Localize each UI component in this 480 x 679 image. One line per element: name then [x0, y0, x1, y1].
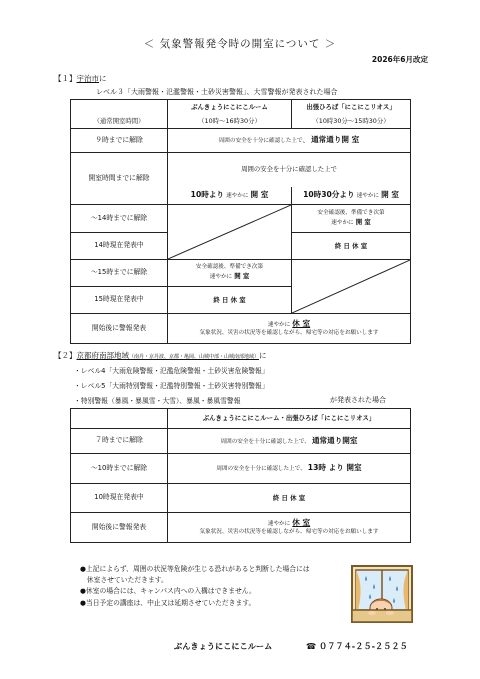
row-value: 速やかに 休 室 気象状況、災害の状況等を確認しながら、帰宅等の対応をお願いします	[168, 314, 411, 344]
section2-area-suffix: に	[259, 351, 267, 360]
row-value: 周囲の安全を十分に確認した上で、 通常通り開 室	[168, 129, 411, 153]
note-item: ●休室の場合には、キャンパス内への入構はできません。	[80, 587, 256, 596]
table1-corner	[71, 100, 168, 116]
page-title: ＜ 気象警報発令時の開室について ＞	[143, 38, 337, 50]
closed-all-day: 終 日 休 室	[168, 287, 292, 314]
section1-condition: レベル３「大雨警報・氾濫警報・土砂災害警報」、大雪警報が発表された場合	[96, 88, 338, 96]
notes-list	[80, 564, 350, 609]
revised-date: 2026年6月改定	[371, 55, 428, 64]
row-note: 周囲の安全を十分に確認した上で	[168, 153, 411, 187]
col1-open-time: 10時より 速やかに 開 室	[168, 187, 292, 205]
row-label: 10時現在発表中	[71, 484, 168, 513]
section1-table	[70, 99, 411, 344]
row-label: 開始後に警報発表	[71, 513, 168, 543]
section2-table	[70, 408, 411, 543]
col1-hours: （10時～16時30分）	[168, 116, 292, 129]
row-value: 周囲の安全を十分に確認した上で、 13時 より 開室	[168, 454, 411, 484]
col2-hours: （10時30分～15時30分）	[292, 116, 411, 129]
note-item: ●上記によらず、周囲の状況等危険が生じる恐れがあると判断した場合には	[80, 565, 310, 573]
col1-name: ぶんきょうにこにこルーム	[168, 100, 292, 116]
section1-number: 【１】	[54, 74, 77, 83]
note-item: ●当日予定の講座は、中止又は延期させていただきます。	[80, 598, 256, 607]
section2-condition: が発表された場合	[330, 396, 386, 404]
diagonal-line	[292, 260, 410, 313]
section2-bullet: ・特別警報（暴風・暴風雪・大雪）、暴風・暴風雪警報	[74, 397, 241, 405]
row-label: 開始後に警報発表	[71, 314, 168, 344]
section2-number: 【２】	[54, 351, 77, 360]
table2-header: ぶんきょうにこにこルーム・出張ひろば「にこにこリオス」	[168, 409, 411, 429]
row-label: ７時までに解除	[71, 429, 168, 454]
section1-heading	[54, 73, 107, 84]
closed-all-day: 終 日 休 室	[168, 484, 411, 513]
row-label: 14時現在発表中	[71, 233, 168, 260]
footer-org: ぶんきょうにこにこルーム	[174, 641, 273, 651]
note-item: 休室させていただきます。	[80, 576, 168, 585]
window-rain-icon	[350, 564, 414, 624]
row-value: 安全確認後、準備でき次第 速やかに 開 室	[168, 260, 292, 287]
row-label: 15時現在発表中	[71, 287, 168, 314]
row-label: ９時までに解除	[71, 129, 168, 153]
section1-area-suffix: に	[99, 74, 107, 83]
table2-corner	[71, 409, 168, 429]
hours-label: （通常開室時間）	[71, 116, 168, 129]
row-value: 安全確認後、準備でき次第 速やかに 開 室	[292, 205, 411, 233]
diagonal-line	[168, 205, 291, 259]
section1-area: 宇治市	[76, 74, 99, 83]
not-applicable-cell	[168, 205, 292, 260]
section2-bullet: ・レベル4「大雨危険警報・氾濫危険警報・土砂災害危険警報」	[74, 367, 269, 375]
row-value: 周囲の安全を十分に確認した上で、 通常通り開室	[168, 429, 411, 454]
row-label: ～15時までに解除	[71, 260, 168, 287]
row-label: ～14時までに解除	[71, 205, 168, 233]
footer-phone: ☎ ０７７４-２５-２５２５	[306, 641, 408, 651]
closed-all-day: 終 日 休 室	[292, 233, 411, 260]
row-label: 開室時間までに解除	[71, 153, 168, 205]
rainy-window-illustration	[350, 564, 414, 624]
not-applicable-cell	[292, 260, 411, 314]
col2-open-time: 10時30分より 速やかに 開 室	[292, 187, 411, 205]
col2-name: 出張ひろば「にこにこリオス」	[292, 100, 411, 116]
row-label: ～10時までに解除	[71, 454, 168, 484]
section2-area: 京都府南部地域	[76, 351, 129, 360]
row-value: 速やかに 休 室 気象状況、災害の状況等を確認しながら、帰宅等の対応をお願いします	[168, 513, 411, 543]
section2-area-detail: （南丹・京丹波、京都・亀岡、山城中部・山城南部地域）	[129, 354, 260, 360]
section2-bullet: ・レベル5「大雨特別警報・氾濫特別警報・土砂災害特別警報」	[74, 382, 269, 390]
section2-heading	[54, 350, 267, 361]
